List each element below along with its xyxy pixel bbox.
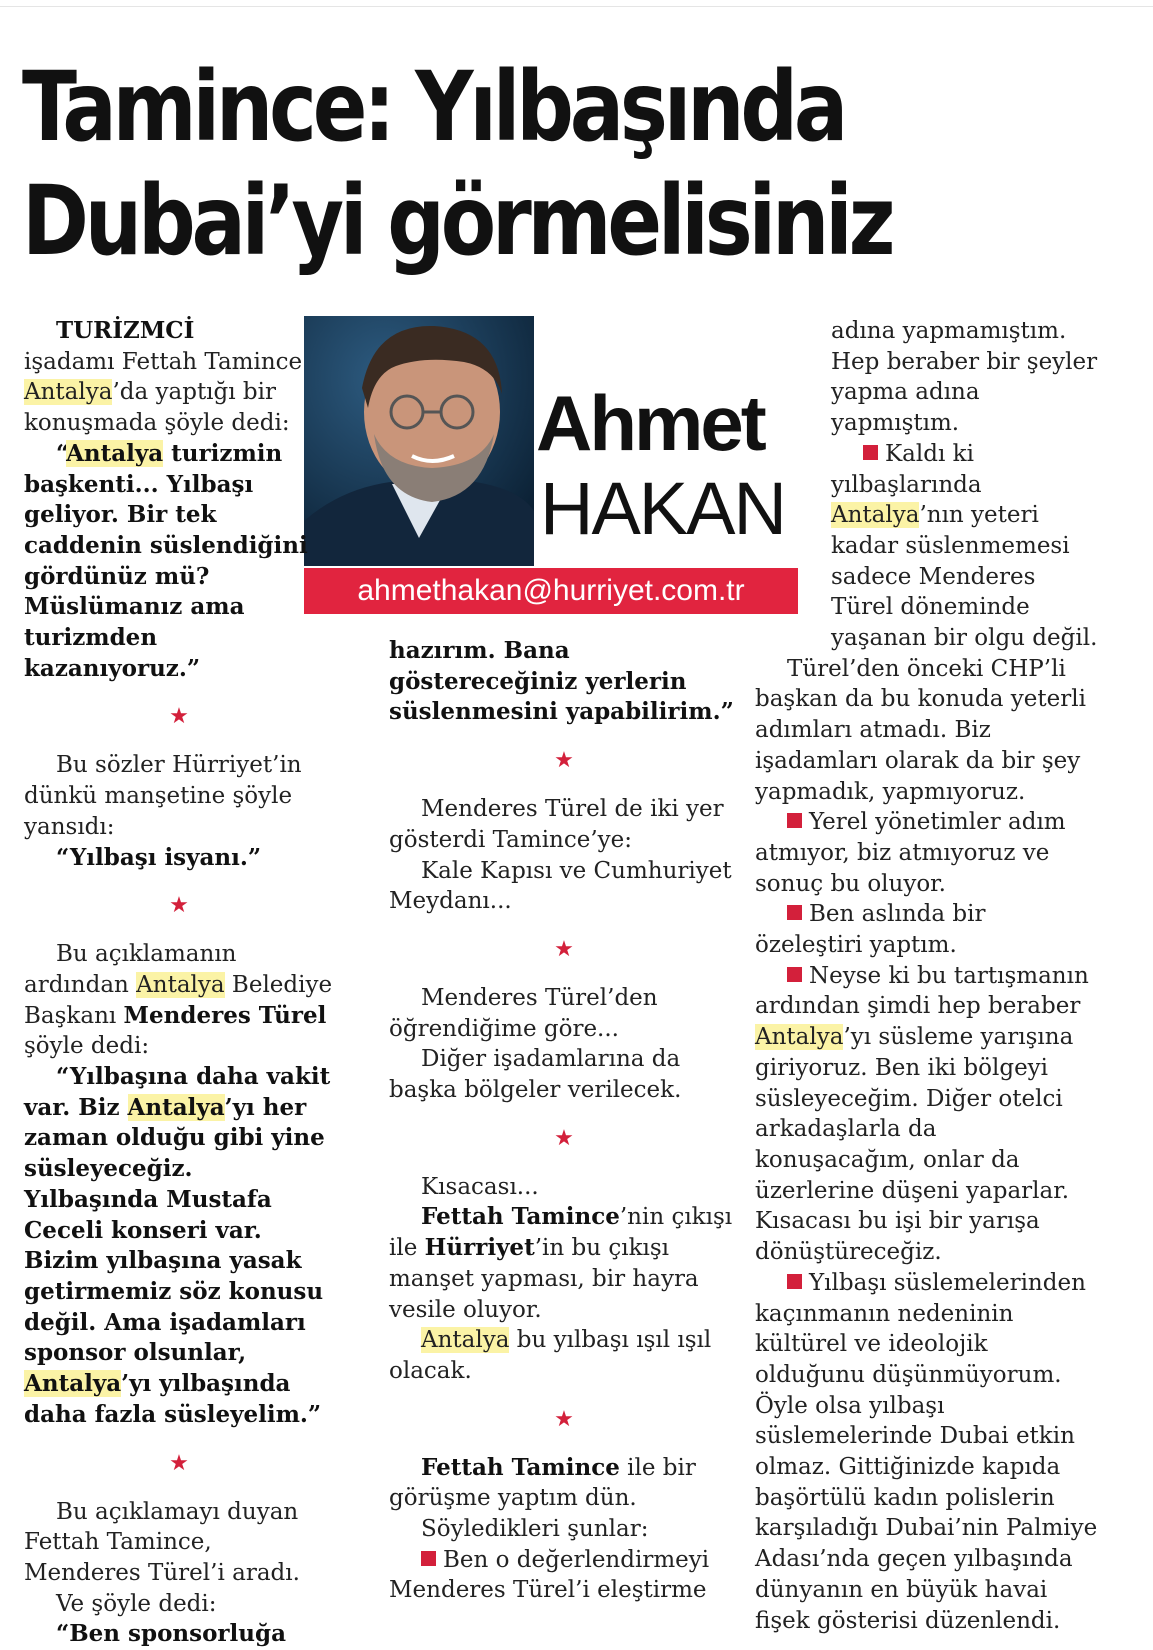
paragraph <box>24 316 334 439</box>
star-separator-icon: ★ <box>169 1450 189 1476</box>
red-square-bullet-icon <box>787 813 802 828</box>
paragraph: Menderes Türel’den öğrendiğime göre... <box>389 984 658 1042</box>
text: ’yı süsleme yarışına giriyoruz. Ben iki bölgeyi süsleyeceğim. Diğer otelci arkadaşlarla da konuşacağım, onlar da üzerlerine düşeni yaparlar. Kısacası bu işi bir yarışa dönüştüreceğiz. <box>755 1024 1074 1266</box>
star-separator-icon: ★ <box>554 1125 574 1151</box>
bullet-continued: adına yapmamıştım. Hep beraber bir şeyler yapma adına yapmıştım. <box>831 318 1098 437</box>
red-square-bullet-icon <box>787 1274 802 1289</box>
headline-line-1: Tamince: Yılbaşında <box>22 51 845 163</box>
text: ’nın yeteri kadar süslenmemesi sadece Menderes Türel döneminde yaşanan bir olgu değil. <box>831 502 1098 652</box>
text: Yerel yönetimler adım atmıyor, biz atmıyoruz ve sonuç bu oluyor. <box>755 809 1066 897</box>
red-square-bullet-icon <box>787 967 802 982</box>
highlighted-city: Antalya <box>66 439 164 467</box>
text: Bu açıklamanın ardından <box>24 941 237 998</box>
person-name: Menderes Türel <box>123 1001 327 1029</box>
highlighted-city: Antalya <box>24 1370 122 1398</box>
text: bu yılbaşı ışıl ışıl olacak. <box>389 1327 712 1384</box>
person-name: Fettah Tamince <box>421 1203 620 1231</box>
author-portrait-icon <box>304 316 534 566</box>
bullet-paragraph <box>755 807 1100 899</box>
text: ’da yaptığı bir konuşmada şöyle dedi: <box>24 379 290 437</box>
author-first-name: Ahmet <box>536 379 764 467</box>
star-separator-icon: ★ <box>554 748 574 774</box>
text: ’yı her zaman olduğu gibi yine süsleyeceğiz. Yılbaşında Mustafa Ceceli konseri var. Bizim yılbaşına yasak getirmemiz söz konusu değil. Ama işadamları sponsor olsunlar, <box>24 1093 325 1367</box>
star-separator-icon: ★ <box>169 893 189 919</box>
paragraph <box>24 939 334 1062</box>
paragraph: Diğer işadamlarına da başka bölgeler verilecek. <box>389 1046 682 1104</box>
person-name: Fettah Tamince <box>421 1453 620 1481</box>
quote: “Ben sponsorluğa <box>56 1620 286 1648</box>
author-byline <box>304 316 800 614</box>
column-2 <box>389 636 739 1606</box>
text: şöyle dedi: <box>24 1033 150 1060</box>
text: ’in bu çıkışı manşet yapması, bir hayra vesile oluyor. <box>389 1235 699 1323</box>
highlighted-city: Antalya <box>421 1327 510 1354</box>
paragraph: Söyledikleri şunlar: <box>421 1516 649 1543</box>
headline <box>22 50 954 278</box>
red-square-bullet-icon <box>863 445 878 460</box>
text: ile bir görüşme yaptım dün. <box>389 1454 696 1512</box>
lead-word: TURİZMCİ <box>56 317 195 344</box>
column-1 <box>24 316 334 1650</box>
column-3 <box>755 316 1100 1636</box>
highlighted-city: Antalya <box>24 379 113 406</box>
headline-line-2: Dubai’yi görmelisiniz <box>22 165 892 277</box>
text: ’yı yılbaşında daha fazla süsleyelim.” <box>24 1370 322 1428</box>
paragraph <box>389 1325 739 1386</box>
paragraph: Türel’den önceki CHP’li başkan da bu konuda yeterli adımları atmadı. Biz işadamları olarak da bir şey yapmadık, yapmıyoruz. <box>755 655 1086 805</box>
quote <box>24 439 334 685</box>
highlighted-city: Antalya <box>831 502 920 529</box>
author-photo <box>304 316 534 566</box>
star-separator-icon: ★ <box>554 1406 574 1432</box>
paragraph: Ve şöyle dedi: <box>56 1590 217 1617</box>
quote <box>24 1062 334 1430</box>
paragraph: Bu sözler Hürriyet’in dünkü manşetine şöyle yansıdı: <box>24 752 302 840</box>
paragraph <box>389 1202 739 1325</box>
paragraph <box>389 1453 739 1514</box>
bullet-paragraph <box>389 1545 739 1606</box>
highlighted-city: Antalya <box>136 971 225 998</box>
highlighted-city: Antalya <box>127 1093 225 1121</box>
text: Yılbaşı süslemelerinden kaçınmanın nedeninin kültürel ve ideolojik olduğunu düşünmüyorum. Öyle olsa yılbaşı süslemelerinde Dubai etkin olmaz. Gittiğinizde kapıda başörtülü kadın polislerin karşıladığı Dubai’nin Palmiye Adası’nda geçen yılbaşında dünyanın en büyük havai fişek gösterisi düzenlendi. <box>755 1269 1098 1634</box>
red-square-bullet-icon <box>421 1551 436 1566</box>
text: “ <box>56 439 67 467</box>
newspaper-name: Hürriyet <box>424 1234 535 1262</box>
paragraph: Bu açıklamayı duyan Fettah Tamince, Menderes Türel’i aradı. <box>24 1498 300 1586</box>
bullet-paragraph <box>755 1268 1100 1636</box>
highlighted-city: Antalya <box>755 1024 844 1051</box>
paragraph: Menderes Türel de iki yer gösterdi Tamince’ye: <box>389 796 724 853</box>
paragraph: Kale Kapısı ve Cumhuriyet Meydanı... <box>389 857 732 915</box>
text: işadamı Fettah Tamince <box>24 348 303 375</box>
paragraph: Kısacası... <box>421 1173 539 1200</box>
text: Neyse ki bu tartışmanın ardından şimdi hep beraber <box>755 962 1089 1020</box>
star-separator-icon: ★ <box>554 936 574 962</box>
red-square-bullet-icon <box>787 905 802 920</box>
text: Ben aslında bir özeleştiri yaptım. <box>755 901 986 959</box>
text: Belediye Başkanı <box>24 971 333 1029</box>
author-email[interactable]: ahmethakan@hurriyet.com.tr <box>304 568 798 614</box>
quote: “Yılbaşı isyanı.” <box>56 843 262 871</box>
star-separator-icon: ★ <box>169 704 189 730</box>
text: “Yılbaşına daha vakit var. Biz <box>24 1063 331 1121</box>
bullet-paragraph <box>755 899 1100 960</box>
top-rule <box>0 0 1153 7</box>
quote-continued: hazırım. Bana göstereceğiniz yerlerin süslenmesini yapabilirim.” <box>389 637 734 726</box>
text: turizmin başkenti... Yılbaşı geliyor. Bir tek caddenin süslendiğini gördünüz mü? Müslümanız ama turizmden kazanıyoruz.” <box>24 439 308 682</box>
text: Kaldı ki yılbaşlarında <box>831 440 982 498</box>
bullet-paragraph <box>755 961 1100 1268</box>
text: ’nin çıkışı ile <box>389 1204 733 1262</box>
bullet-paragraph <box>755 439 1100 654</box>
author-last-name: HAKAN <box>540 467 785 550</box>
text: Ben o değerlendirmeyi Menderes Türel’i eleştirme <box>389 1546 710 1604</box>
